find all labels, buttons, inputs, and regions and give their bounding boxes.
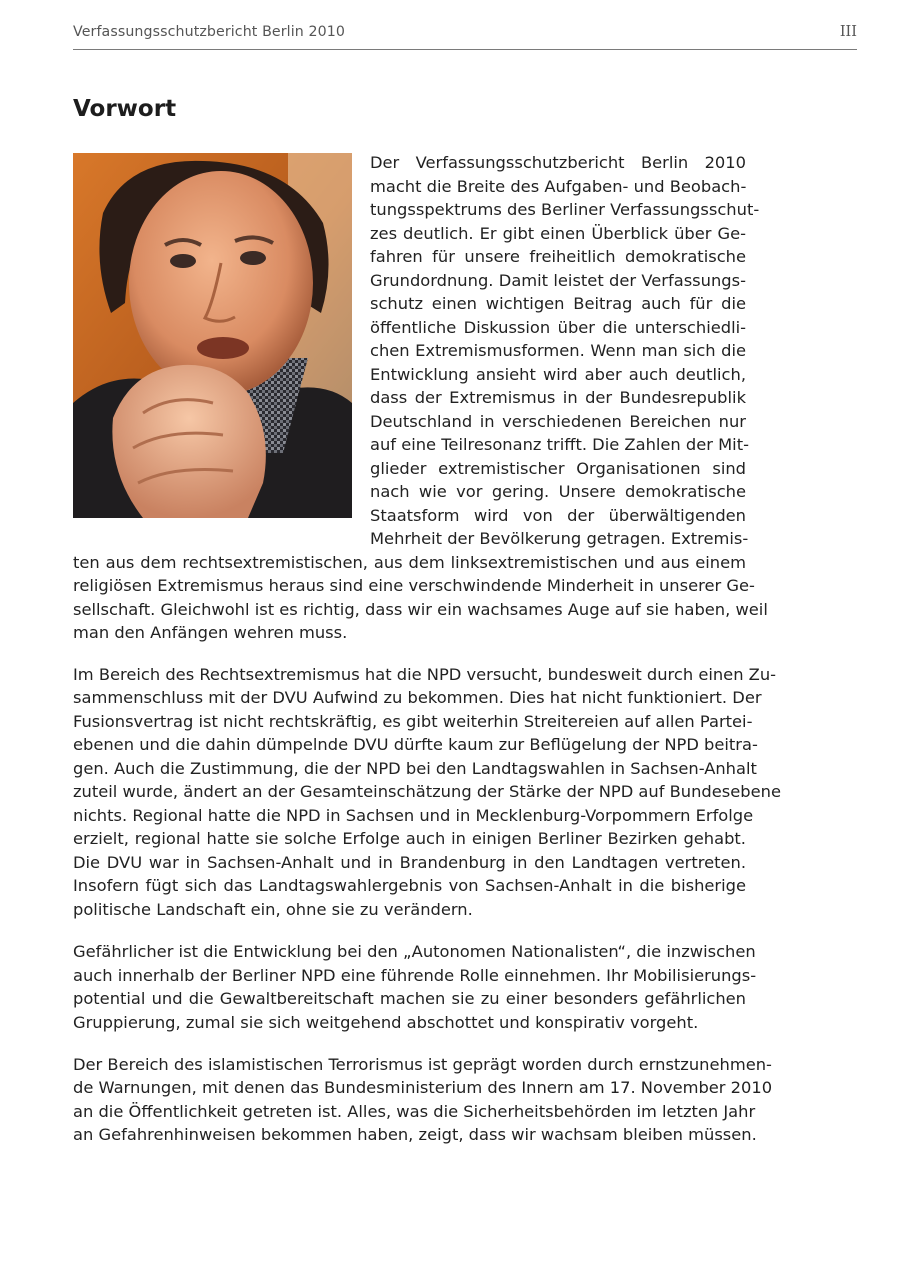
body-line: man den Anfängen wehren muss.: [73, 623, 348, 642]
body-line: nichts. Regional hatte die NPD in Sachsen und in Mecklenburg-Vorpommern Erfolge: [73, 806, 754, 825]
running-header: [73, 22, 857, 50]
body-line: chen Extremismusformen. Wenn man sich die: [370, 341, 746, 360]
body-line: fahren für unsere freiheitlich demokratische: [370, 247, 746, 266]
body-line: Die DVU war in Sachsen-Anhalt und in Brandenburg in den Landtagen vertreten.: [73, 853, 746, 872]
body-line: politische Landschaft ein, ohne sie zu verändern.: [73, 900, 473, 919]
body-line: macht die Breite des Aufgaben- und Beobach-: [370, 177, 747, 196]
body-line: schutz einen wichtigen Beitrag auch für die: [370, 294, 746, 313]
body-line: Gruppierung, zumal sie sich weitgehend abschottet und konspirativ vorgeht.: [73, 1013, 699, 1032]
body-line: erzielt, regional hatte sie solche Erfolge auch in einigen Berliner Bezirken gehabt.: [73, 829, 746, 848]
body-line: Im Bereich des Rechtsextremismus hat die NPD versucht, bundesweit durch einen Zu-: [73, 665, 777, 684]
body-line: Gefährlicher ist die Entwicklung bei den „Autonomen Nationalisten“, die inzwischen: [73, 942, 756, 961]
body-line: gen. Auch die Zustimmung, die der NPD bei den Landtagswahlen in Sachsen-Anhalt: [73, 759, 757, 778]
body-line: Der Bereich des islamistischen Terrorismus ist geprägt worden durch ernstzunehmen-: [73, 1055, 772, 1074]
body-line: ebenen und die dahin dümpelnde DVU dürfte kaum zur Beflügelung der NPD beitra-: [73, 735, 758, 754]
body-line: religiösen Extremismus heraus sind eine verschwindende Minderheit in unserer Ge-: [73, 576, 755, 595]
body-line: potential und die Gewaltbereitschaft machen sie zu einer besonders gefährlichen: [73, 989, 746, 1008]
body-line: an Gefahrenhinweisen bekommen haben, zeigt, dass wir wachsam bleiben müssen.: [73, 1125, 757, 1144]
body-line: tungsspektrums des Berliner Verfassungsschut-: [370, 200, 760, 219]
page-number: III: [839, 24, 857, 40]
body-line: Entwicklung ansieht wird aber auch deutlich,: [370, 365, 746, 384]
body-line: Insofern fügt sich das Landtagswahlergebnis von Sachsen-Anhalt in die bisherige: [73, 876, 746, 895]
body-line: Staatsform wird von der überwältigenden: [370, 506, 746, 525]
portrait-illustration: [73, 153, 352, 518]
body-line: Der Verfassungsschutzbericht Berlin 2010: [370, 153, 746, 172]
body-line: sammenschluss mit der DVU Aufwind zu bekommen. Dies hat nicht funktioniert. Der: [73, 688, 762, 707]
page-title: Vorwort: [73, 96, 177, 122]
running-title: Verfassungsschutzbericht Berlin 2010: [73, 24, 345, 40]
body-line: zuteil wurde, ändert an der Gesamteinschätzung der Stärke der NPD auf Bundesebene: [73, 782, 781, 801]
body-line: nach wie vor gering. Unsere demokratische: [370, 482, 746, 501]
body-line: Deutschland in verschiedenen Bereichen nur: [370, 412, 746, 431]
body-line: ten aus dem rechtsextremistischen, aus dem linksextremistischen und aus einem: [73, 553, 746, 572]
body-line: dass der Extremismus in der Bundesrepublik: [370, 388, 746, 407]
body-line: zes deutlich. Er gibt einen Überblick über Ge-: [370, 224, 746, 243]
body-line: öffentliche Diskussion über die unterschiedli-: [370, 318, 746, 337]
portrait-photo: [73, 153, 352, 518]
body-line: sellschaft. Gleichwohl ist es richtig, dass wir ein wachsames Auge auf sie haben, weil: [73, 600, 768, 619]
body-line: Grundordnung. Damit leistet der Verfassungs-: [370, 271, 746, 290]
body-line: glieder extremistischer Organisationen sind: [370, 459, 746, 478]
body-line: Fusionsvertrag ist nicht rechtskräftig, es gibt weiterhin Streitereien auf allen Partei-: [73, 712, 753, 731]
body-line: de Warnungen, mit denen das Bundesministerium des Innern am 17. November 2010: [73, 1078, 773, 1097]
body-line: an die Öffentlichkeit getreten ist. Alles, was die Sicherheitsbehörden im letzten Jahr: [73, 1102, 756, 1121]
body-line: Mehrheit der Bevölkerung getragen. Extremis-: [370, 529, 749, 548]
body-line: auch innerhalb der Berliner NPD eine führende Rolle einnehmen. Ihr Mobilisierungs-: [73, 966, 757, 985]
body-line: auf eine Teilresonanz trifft. Die Zahlen der Mit-: [370, 435, 749, 454]
